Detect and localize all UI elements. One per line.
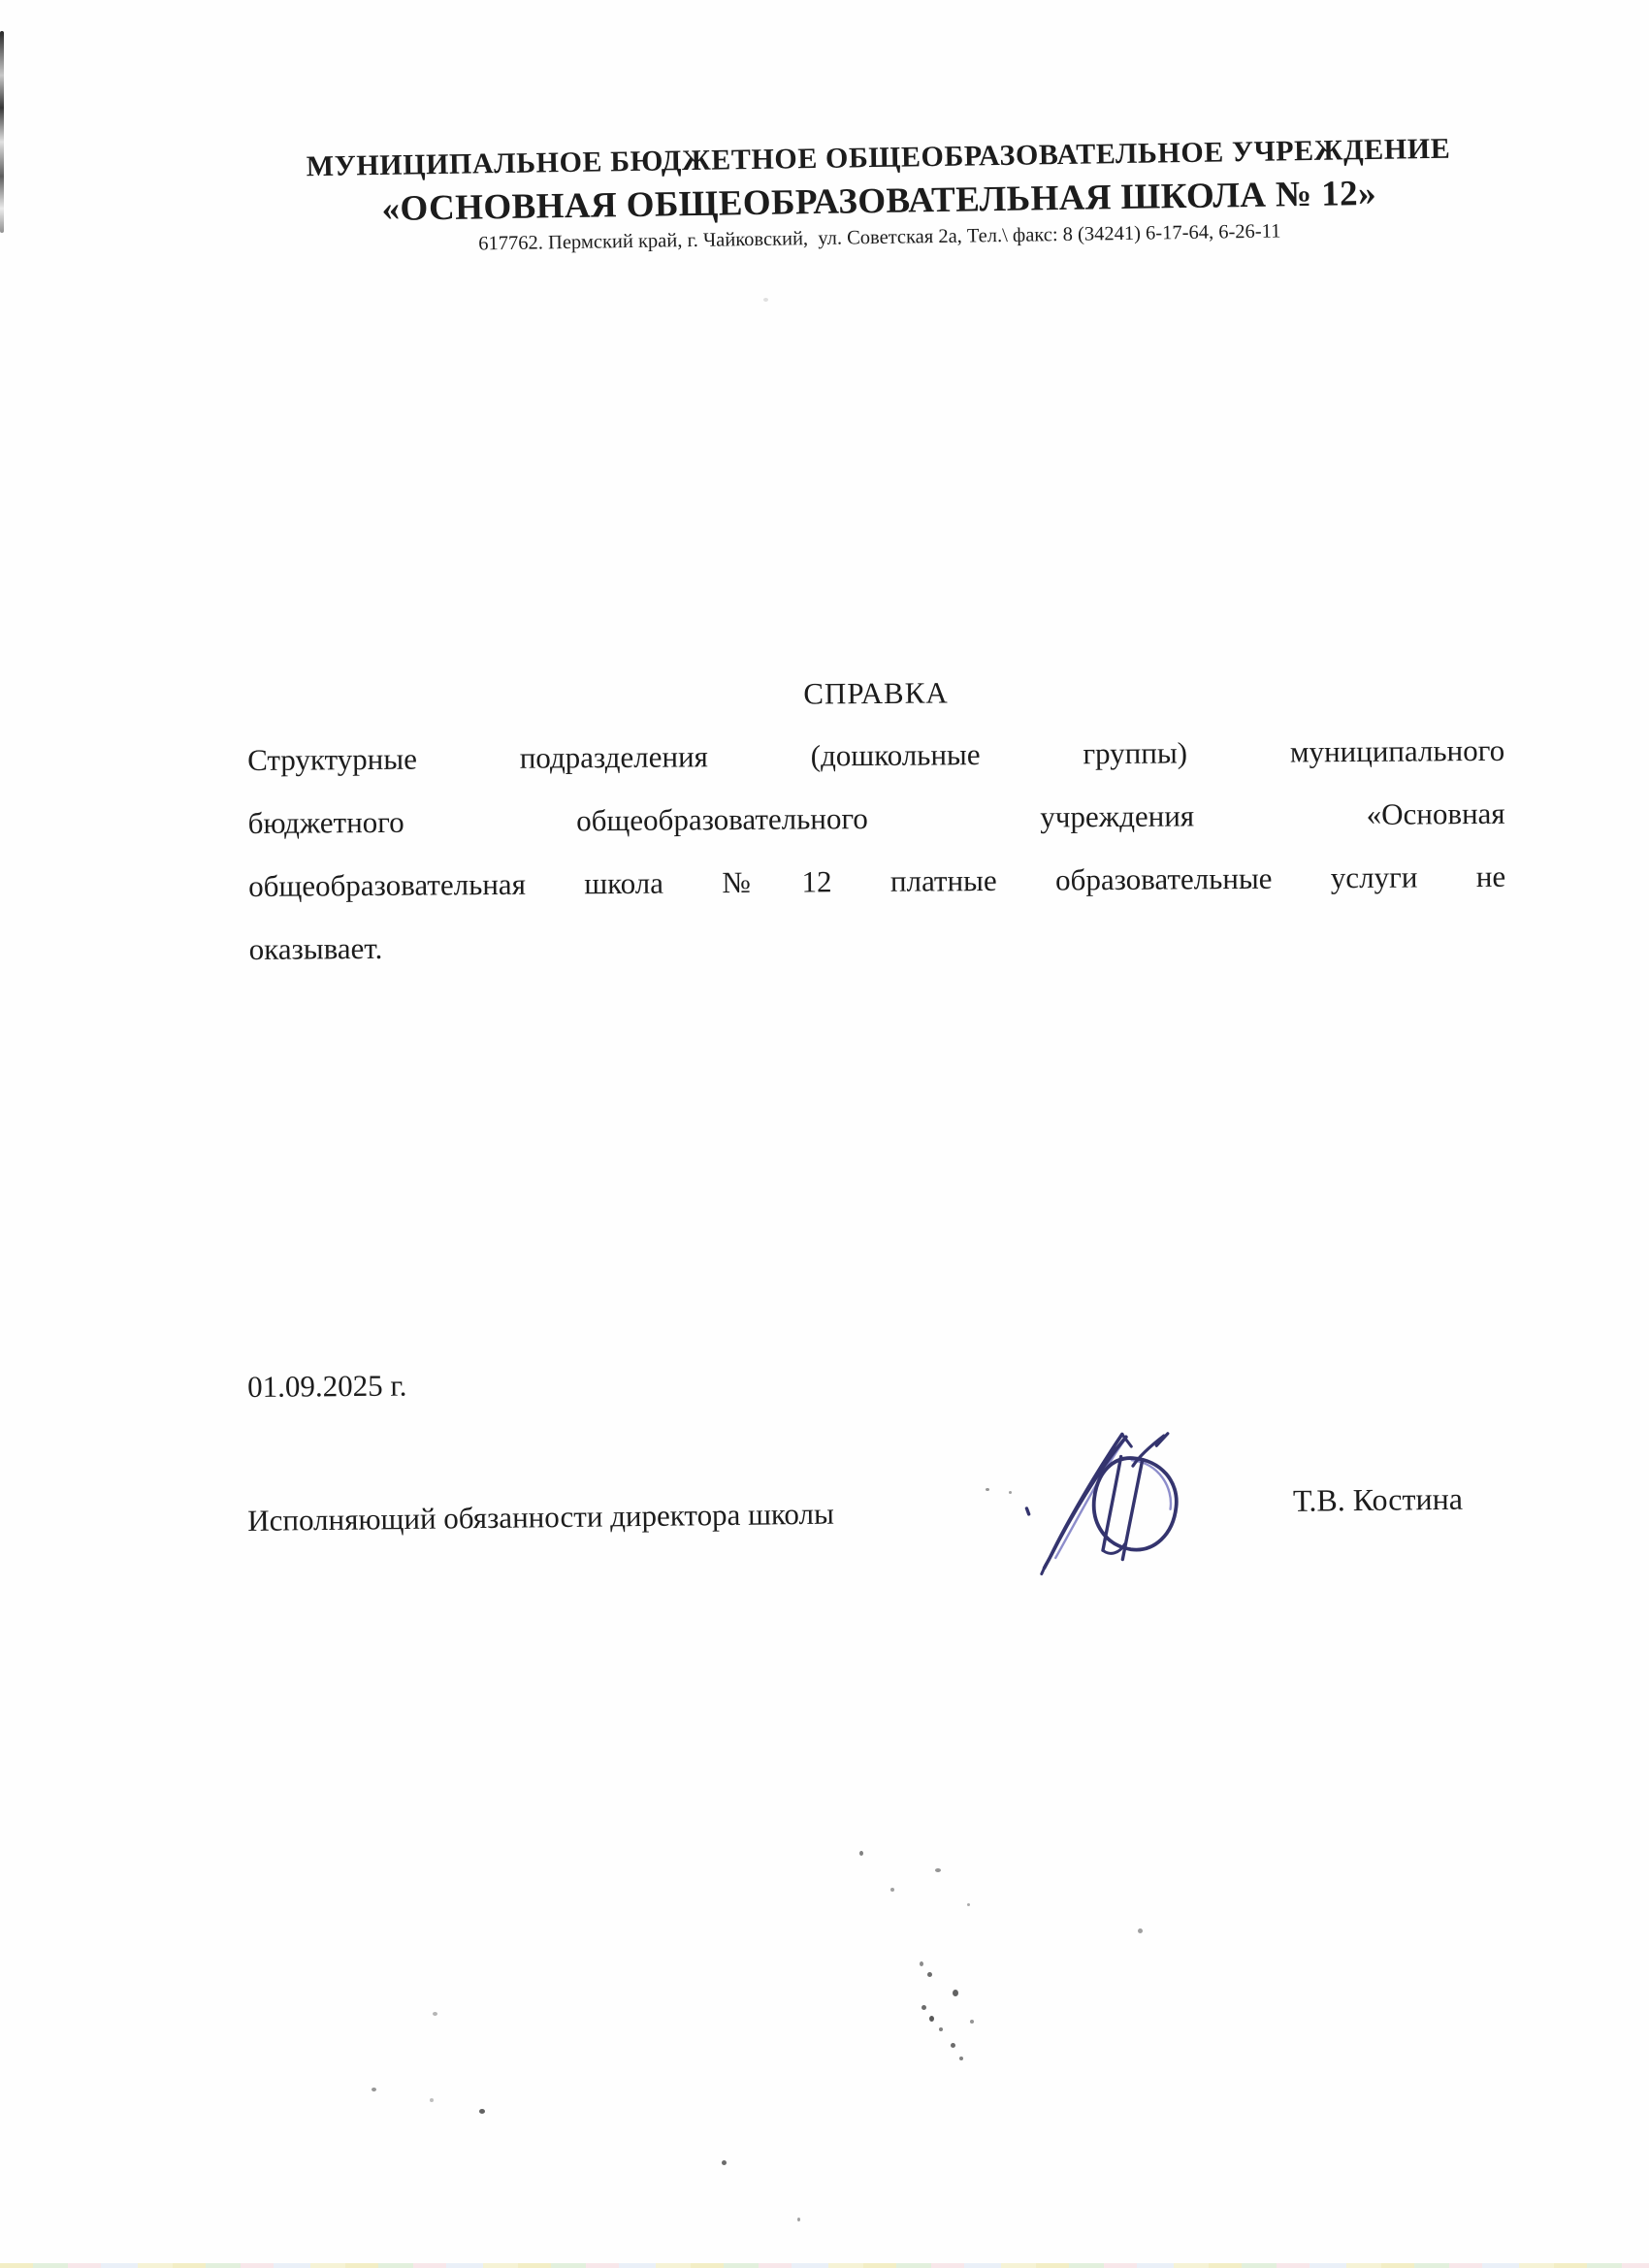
scan-speck [1009, 1491, 1012, 1494]
scan-speck [922, 2005, 926, 2010]
signature-ink-image [1004, 1405, 1213, 1584]
scan-speck [953, 1990, 958, 1996]
scan-speck [433, 2012, 437, 2016]
scan-speck [939, 2027, 943, 2031]
signer-name: Т.В. Костина [1292, 1480, 1464, 1518]
scan-speck [959, 2057, 963, 2060]
signature-ink-tick [1026, 1508, 1028, 1514]
body-line-4: оказывает. [248, 930, 383, 966]
scan-speck [890, 1888, 894, 1892]
document-title: СПРАВКА [803, 675, 949, 711]
signature-stroke-diagonal [1040, 1434, 1131, 1568]
scan-speck [970, 2020, 974, 2024]
scan-speck [951, 2043, 955, 2048]
scan-speck [859, 1851, 863, 1856]
organization-name-line1: МУНИЦИПАЛЬНОЕ БЮДЖЕТНОЕ ОБЩЕОБРАЗОВАТЕЛЬНОЕ УЧРЕЖДЕНИЕ [306, 132, 1451, 183]
scan-speck [920, 1961, 923, 1966]
body-line-1: Структурные подразделения (дошкольные группы) муниципального [247, 732, 1505, 777]
signature-row [247, 1480, 1504, 1542]
scan-speck [722, 2160, 727, 2165]
scan-bottom-line [0, 2263, 1649, 2268]
scan-speck [1138, 1928, 1143, 1933]
scan-speck [929, 2016, 934, 2022]
scan-speck [372, 2088, 376, 2091]
document-date: 01.09.2025 г. [247, 1368, 407, 1404]
scan-speck [479, 2109, 485, 2114]
letterhead [247, 0, 1504, 255]
organization-name-line2: «ОСНОВНАЯ ОБЩЕОБРАЗОВАТЕЛЬНАЯ ШКОЛА № 12» [381, 173, 1377, 230]
body-line-2: бюджетного общеобразовательного учреждения «Основная [247, 795, 1505, 840]
scan-speck [763, 298, 768, 302]
scan-speck [927, 1972, 932, 1977]
scan-speck [986, 1488, 989, 1491]
scan-speck [430, 2098, 434, 2102]
organization-address: 617762. Пермский край, г. Чайковский, ул. Советская 2а, Тел.\ факс: 8 (34241) 6-17-64, 6-26-11 [478, 220, 1281, 255]
body-line-3: общеобразовательная школа №12 платные образовательные услуги не [248, 859, 1506, 903]
signer-role: Исполняющий обязанности директора школы [247, 1496, 835, 1538]
body-paragraph [247, 731, 1506, 993]
signature-stroke-light-diagonal [1051, 1439, 1129, 1558]
scan-edge-streak [0, 31, 4, 233]
scan-speck [967, 1903, 970, 1906]
scan-speck [935, 1868, 941, 1872]
scan-speck [797, 2218, 800, 2221]
